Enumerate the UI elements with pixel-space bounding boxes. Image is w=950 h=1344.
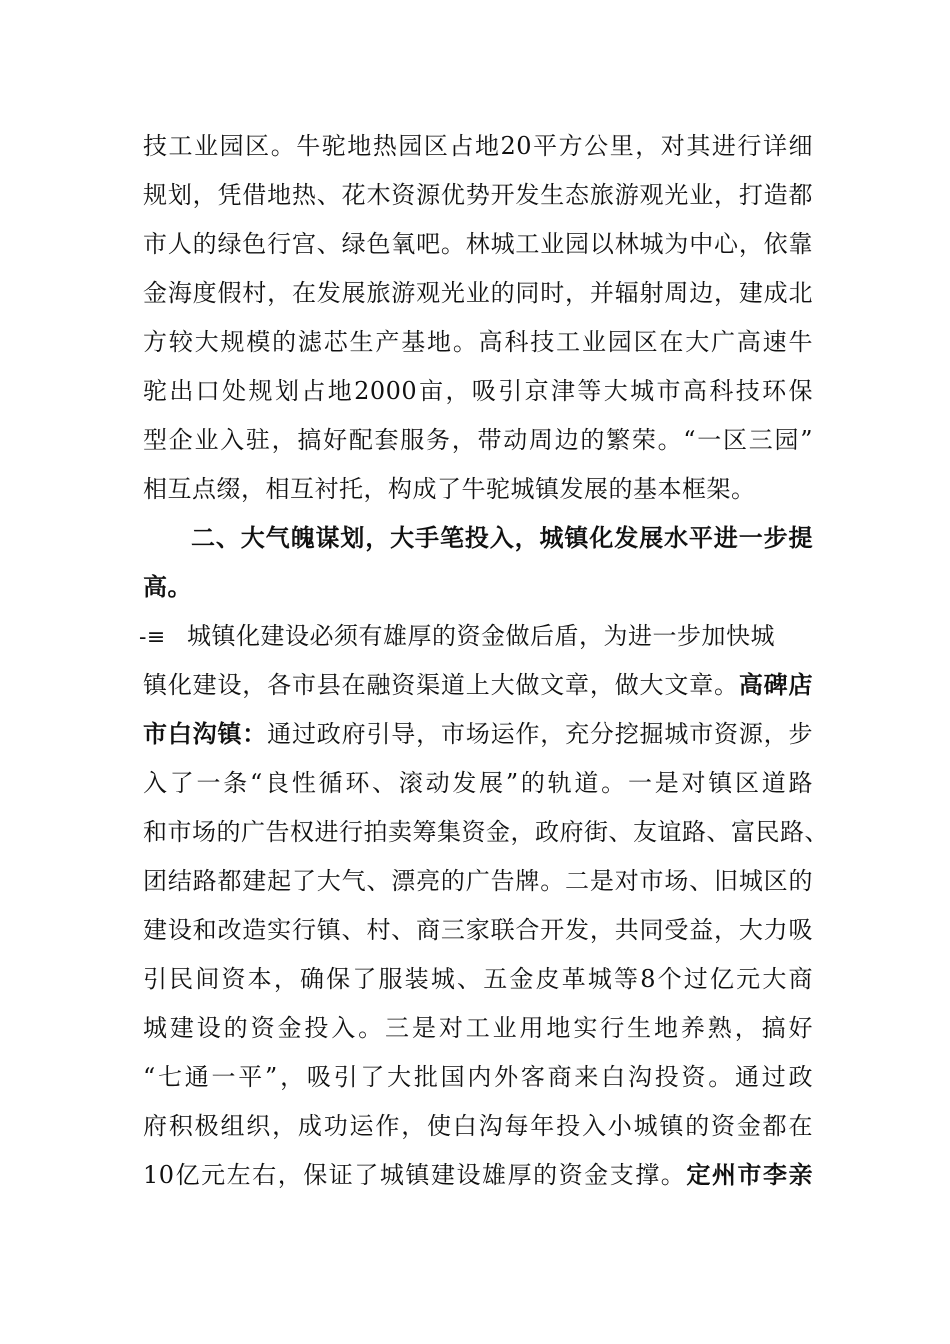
text-line: 技工业园区。牛驼地热园区占地20平方公里，对其进行详细 [143, 132, 813, 160]
text-line [143, 661, 813, 710]
bold-place-name: 定州市李亲 [686, 1161, 813, 1189]
text-line: 引民间资本，确保了服装城、五金皮革城等8个过亿元大商 [143, 965, 813, 993]
text-line: 驼出口处规划占地2000亩，吸引京津等大城市高科技环保 [143, 377, 813, 405]
text-line: 相互点缀，相互衬托，构成了牛驼城镇发展的基本框架。 [143, 475, 756, 503]
text-line [143, 1151, 813, 1200]
text-line [143, 710, 813, 759]
text-line: 府积极组织，成功运作，使白沟每年投入小城镇的资金都在 [143, 1112, 813, 1140]
text-line: 型企业入驻，搞好配套服务，带动周边的繁荣。“一区三园” [143, 426, 813, 454]
text-line: 和市场的广告权进行拍卖筹集资金，政府街、友谊路、富民路、 [143, 818, 829, 846]
paragraph-first-line [139, 612, 813, 661]
text-line: “七通一平”，吸引了大批国内外客商来白沟投资。通过政 [143, 1063, 813, 1091]
paragraph-marker: -≡ [139, 625, 166, 650]
document-body [139, 122, 829, 1200]
section-heading-continued: 高。 [143, 573, 192, 601]
text-line: 规划，凭借地热、花木资源优势开发生态旅游观光业，打造都 [143, 181, 813, 209]
text-line: 团结路都建起了大气、漂亮的广告牌。二是对市场、旧城区的 [143, 867, 813, 895]
text-span: 10亿元左右，保证了城镇建设雄厚的资金支撑。 [143, 1161, 687, 1189]
text-span: 镇化建设，各市县在融资渠道上大做文章，做大文章。 [143, 671, 739, 699]
text-line: 入了一条“良性循环、滚动发展”的轨道。一是对镇区道路 [143, 769, 813, 797]
text-line: 市人的绿色行宫、绿色氧吧。林城工业园以林城为中心，依靠 [143, 230, 813, 258]
text-span: 通过政府引导，市场运作，充分挖掘城市资源，步 [267, 720, 814, 748]
bold-place-name: 高碑店 [738, 671, 814, 699]
text-line: 建设和改造实行镇、村、商三家联合开发，共同受益，大力吸 [143, 916, 813, 944]
text-span: 城镇化建设必须有雄厚的资金做后盾，为进一步加快城 [187, 622, 775, 650]
section-heading: 二、大气魄谋划，大手笔投入，城镇化发展水平进一步提 [191, 524, 813, 552]
text-line: 方较大规模的滤芯生产基地。高科技工业园区在大广高速牛 [143, 328, 813, 356]
bold-place-name: 市白沟镇： [143, 720, 268, 748]
text-line: 城建设的资金投入。三是对工业用地实行生地养熟，搞好 [143, 1014, 813, 1042]
text-line: 金海度假村，在发展旅游观光业的同时，并辐射周边，建成北 [143, 279, 813, 307]
